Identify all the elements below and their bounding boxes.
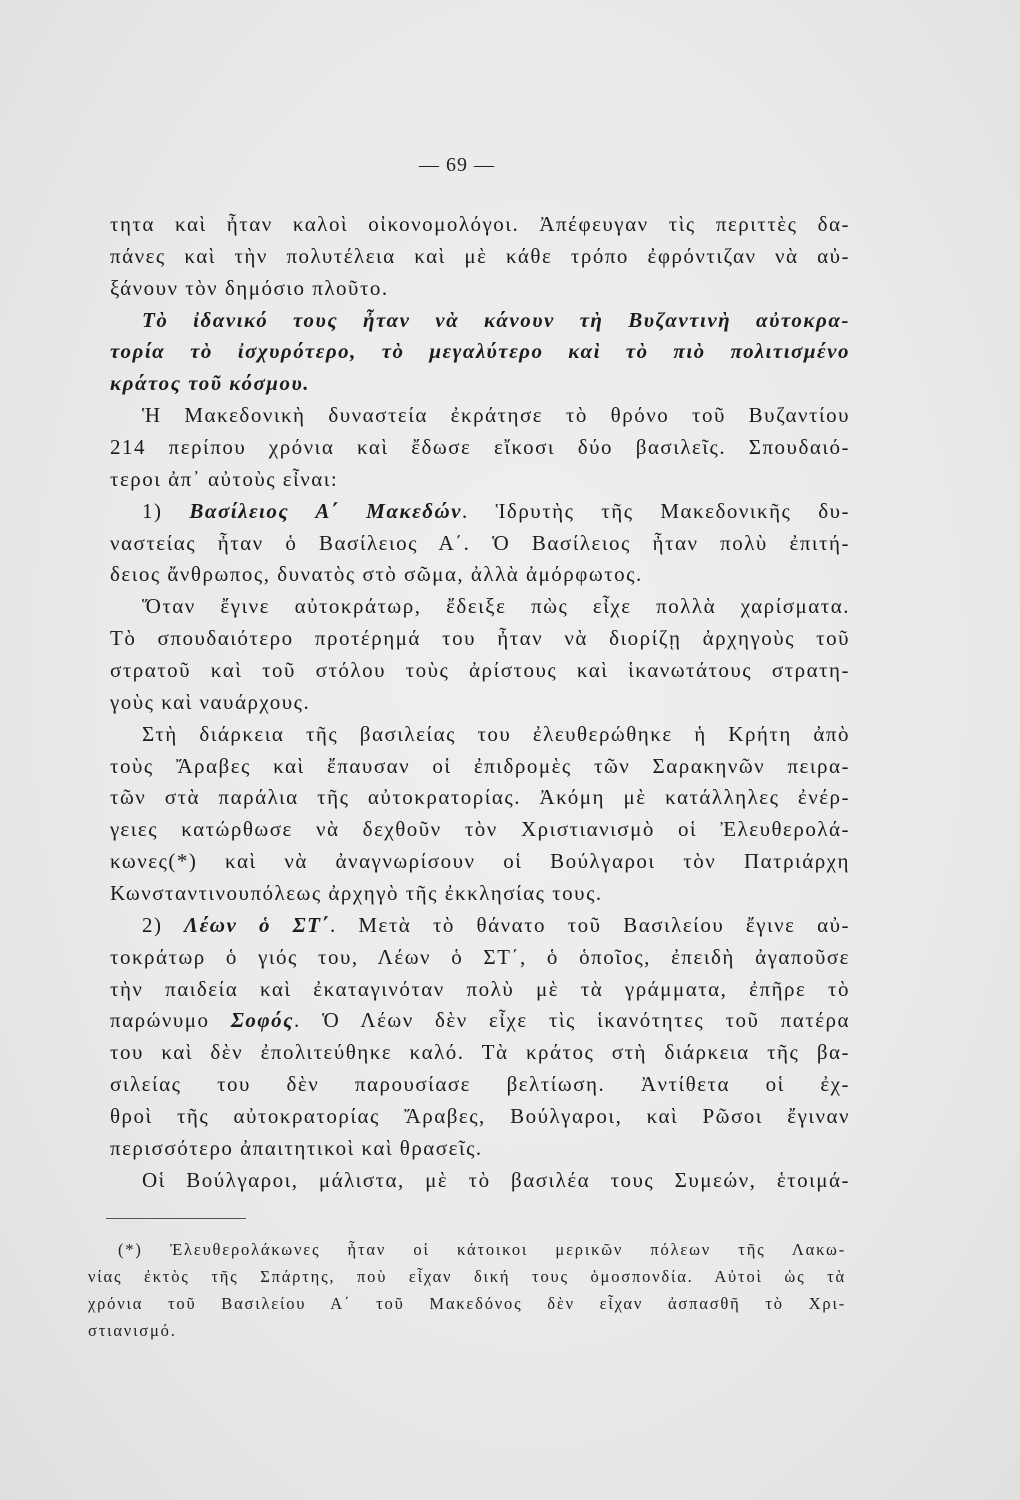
text-line [110,496,850,528]
text-line: Τὸ σπουδαιότερο προτέρημά του ἦταν νὰ διορίζῃ ἀρχηγοὺς τοῦ [110,626,850,651]
text-line [110,910,850,942]
text-line: ναστείας ἦταν ὁ Βασίλειος Α΄. Ὁ Βασίλειος ἦταν πολὺ ἐπιτή- [110,530,850,555]
paragraph [110,209,850,305]
footnote [88,1236,846,1344]
paragraph [110,910,850,1165]
emphasis-text: Λέων ὁ ΣΤ΄ [184,912,330,937]
paragraph [110,305,850,401]
text-line: Στὴ διάρκεια τῆς βασιλείας του ἐλευθερώθηκε ἡ Κρήτη ἀπὸ [142,721,850,746]
text-line: τοὺς Ἄραβες καὶ ἔπαυσαν οἱ ἐπιδρομὲς τῶν Σαρακηνῶν πειρα- [110,753,850,778]
paragraph [110,591,850,718]
text-line [110,368,850,400]
page-number: — 69 — [419,154,495,176]
text-line: Ὅταν ἔγινε αὐτοκράτωρ, ἔδειξε πὼς εἶχε πολλὰ χαρίσματα. [142,594,850,619]
text-line: θροὶ τῆς αὐτοκρατορίας Ἄραβες, Βούλγαροι, καὶ Ρῶσοι ἔγιναν [110,1104,850,1129]
text-line: Οἱ Βούλγαροι, μάλιστα, μὲ τὸ βασιλέα τους Συμεών, ἑτοιμά- [142,1167,850,1192]
text-line: κωνες(*) καὶ νὰ ἀναγνωρίσουν οἱ Βούλγαροι τὸν Πατριάρχη [110,849,850,874]
text-run: . Μετὰ τὸ θάνατο τοῦ Βασιλείου ἔγινε αὐ- [329,912,851,937]
paragraph [110,1165,850,1197]
paragraph [110,719,850,910]
text-line [110,1005,850,1037]
text-line: πάνες καὶ τὴν πολυτέλεια καὶ μὲ κάθε τρόπο ἐφρόντιζαν νὰ αὐ- [110,243,850,268]
footnote-line: νίας ἐκτὸς τῆς Σπάρτης, ποὺ εἶχαν δική τους ὁμοσπονδία. Αὐτοὶ ὡς τὰ [88,1267,846,1286]
text-line: τητα καὶ ἦταν καλοὶ οἰκονομολόγοι. Ἀπέφευγαν τὶς περιττὲς δα- [110,212,850,236]
text-line: ξάνουν τὸν δημόσιο πλοῦτο. [110,275,389,300]
footnote-rule [106,1218,246,1219]
emphasis-text: κράτος τοῦ κόσμου. [110,371,311,396]
text-line: Ἡ Μακεδονικὴ δυναστεία ἐκράτησε τὸ θρόνο τοῦ Βυζαντίου [142,403,850,428]
text-run: . Ὁ Λέων δὲν εἶχε τὶς ἱκανότητες τοῦ πατέρα [294,1008,850,1033]
text-line: γειες κατώρθωσε νὰ δεχθοῦν τὸν Χριστιανισμὸ οἱ Ἐλευθερολά- [110,817,850,842]
text-line: περισσότερο ἀπαιτητικοὶ καὶ θρασεῖς. [110,1135,483,1160]
text-line: τὴν παιδεία καὶ ἐκαταγινόταν πολὺ μὲ τὰ γράμματα, ἐπῆρε τὸ [110,976,850,1001]
emphasis-text: τορία τὸ ἰσχυρότερο, τὸ μεγαλύτερο καὶ τὸ πιὸ πολιτισμένο [110,339,850,364]
text-run: παρώνυμο [110,1008,231,1033]
text-run: . Ἱδρυτὴς τῆς Μακεδονικῆς δυ- [461,498,850,523]
footnote-line: (*) Ἐλευθερολάκωνες ἦταν οἱ κάτοικοι μερικῶν πόλεων τῆς Λακω- [118,1240,846,1259]
paragraph [110,400,850,496]
text-run: 2) [142,912,185,937]
text-line: στρατοῦ καὶ τοῦ στόλου τοὺς ἀρίστους καὶ ἱκανωτάτους στρατη- [110,658,850,683]
text-line: δειος ἄνθρωπος, δυνατὸς στὸ σῶμα, ἀλλὰ ἀμόρφωτος. [110,562,643,587]
text-line: τεροι ἀπ᾽ αὐτοὺς εἶναι: [110,466,339,491]
emphasis-text: Βασίλειος Α΄ Μακεδών [189,498,462,523]
text-line: του καὶ δὲν ἐπολιτεύθηκε καλό. Τὰ κράτος στὴ διάρκεια τῆς βα- [110,1040,850,1065]
text-line: τοκράτωρ ὁ γιός του, Λέων ὁ ΣΤ΄, ὁ ὁποῖος, ἐπειδὴ ἀγαποῦσε [110,944,850,969]
paragraph [110,496,850,592]
text-line: τῶν στὰ παράλια τῆς αὐτοκρατορίας. Ἀκόμη μὲ κατάλληλες ἐνέρ- [110,785,850,810]
body-text [110,209,850,1197]
text-line [110,305,850,337]
text-line [110,336,850,368]
text-line: σιλείας του δὲν παρουσίασε βελτίωση. Ἀντίθετα οἱ ἐχ- [110,1072,850,1097]
footnote-line: στιανισμό. [88,1321,177,1340]
emphasis-text: Τὸ ἰδανικό τους ἦταν νὰ κάνουν τὴ Βυζαντινὴ αὐτοκρα- [142,307,850,332]
text-line: γοὺς καὶ ναυάρχους. [110,689,311,714]
text-line: Κωνσταντινουπόλεως ἀρχηγὸ τῆς ἐκκλησίας τους. [110,881,603,906]
text-run: 1) [142,498,190,523]
emphasis-text: Σοφός [230,1008,295,1033]
footnote-line: χρόνια τοῦ Βασιλείου Α΄ τοῦ Μακεδόνος δὲν εἶχαν ἀσπασθῆ τὸ Χρι- [88,1294,846,1313]
text-line: 214 περίπου χρόνια καὶ ἔδωσε εἴκοσι δύο βασιλεῖς. Σπουδαιό- [110,435,850,460]
